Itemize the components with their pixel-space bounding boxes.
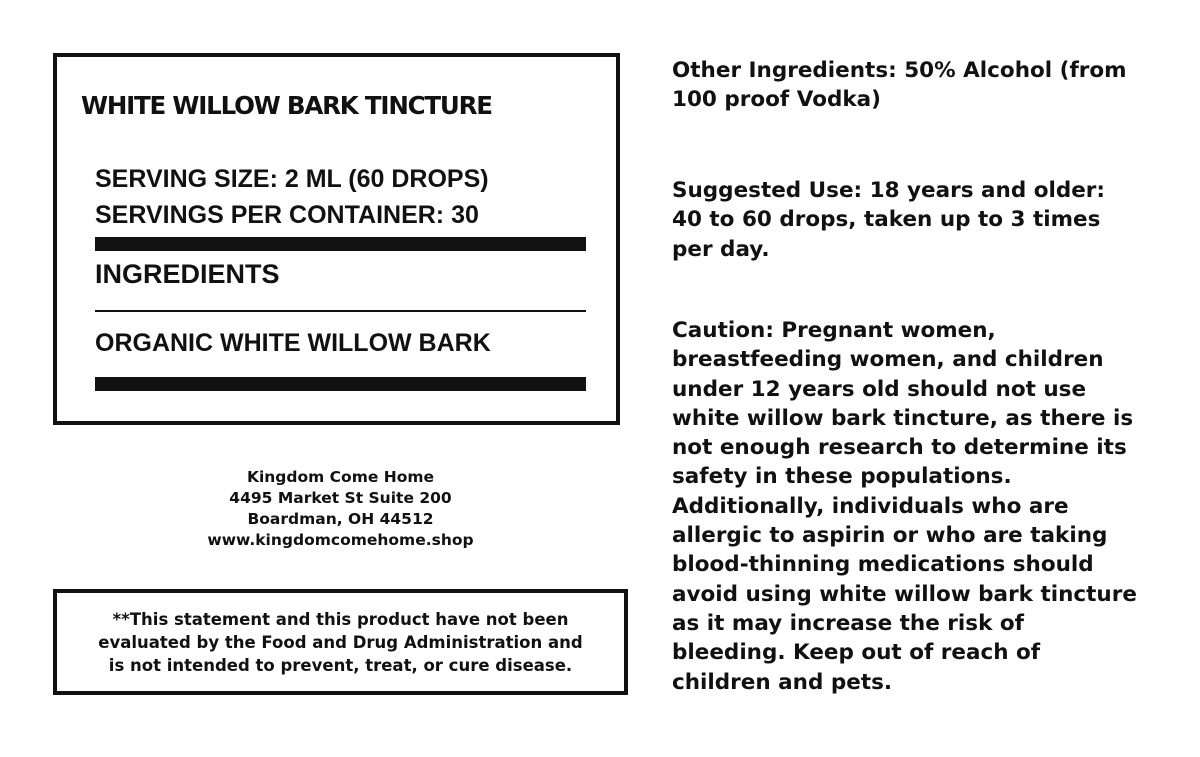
caution-line: avoid using white willow bark tincture xyxy=(672,581,1137,607)
disclaimer-line: is not intended to prevent, treat, or cure disease. xyxy=(108,655,573,675)
fda-disclaimer-box xyxy=(53,589,628,695)
serving-size: SERVING SIZE: 2 ML (60 DROPS) xyxy=(95,165,489,193)
ingredient-item: ORGANIC WHITE WILLOW BARK xyxy=(95,329,491,357)
product-title: WHITE WILLOW BARK TINCTURE xyxy=(81,91,492,120)
disclaimer-line: evaluated by the Food and Drug Administration and xyxy=(98,632,583,652)
caution-line: children and pets. xyxy=(672,669,893,695)
caution-line: blood-thinning medications should xyxy=(672,552,1094,578)
other-ingredients-line: 100 proof Vodka) xyxy=(672,87,881,113)
ingredients-heading: INGREDIENTS xyxy=(95,259,280,289)
caution-line: not enough research to determine its xyxy=(672,435,1127,461)
company-address xyxy=(53,467,628,551)
website: www.kingdomcomehome.shop xyxy=(207,531,474,549)
caution-line: safety in these populations. xyxy=(672,464,1012,490)
caution-line: breastfeeding women, and children xyxy=(672,347,1104,373)
serving-info xyxy=(95,161,489,233)
other-ingredients xyxy=(672,56,1127,115)
street-address: 4495 Market St Suite 200 xyxy=(229,489,452,507)
caution-line: bleeding. Keep out of reach of xyxy=(672,640,1041,666)
divider-thin xyxy=(95,310,586,312)
caution-line: under 12 years old should not use xyxy=(672,376,1087,402)
company-name: Kingdom Come Home xyxy=(246,468,435,486)
disclaimer-line: **This statement and this product have not been xyxy=(112,609,569,629)
city-state-zip: Boardman, OH 44512 xyxy=(247,510,434,528)
caution-line: Additionally, individuals who are xyxy=(672,493,1069,519)
divider-thick-top xyxy=(95,237,586,251)
suggested-use-line: 40 to 60 drops, taken up to 3 times xyxy=(672,207,1101,233)
suggested-use-line: Suggested Use: 18 years and older: xyxy=(672,178,1106,203)
caution-warning xyxy=(672,316,1137,697)
caution-line: white willow bark tincture, as there is xyxy=(672,405,1134,431)
caution-line: as it may increase the risk of xyxy=(672,610,1024,636)
supplement-facts-box xyxy=(53,53,620,425)
servings-per-container: SERVINGS PER CONTAINER: 30 xyxy=(95,201,479,229)
suggested-use xyxy=(672,176,1105,264)
suggested-use-line: per day. xyxy=(672,236,770,262)
other-ingredients-line: Other Ingredients: 50% Alcohol (from xyxy=(672,58,1127,83)
caution-line: allergic to aspirin or who are taking xyxy=(672,523,1108,549)
divider-thick-bottom xyxy=(95,377,586,391)
caution-line: Caution: Pregnant women, xyxy=(672,318,996,343)
